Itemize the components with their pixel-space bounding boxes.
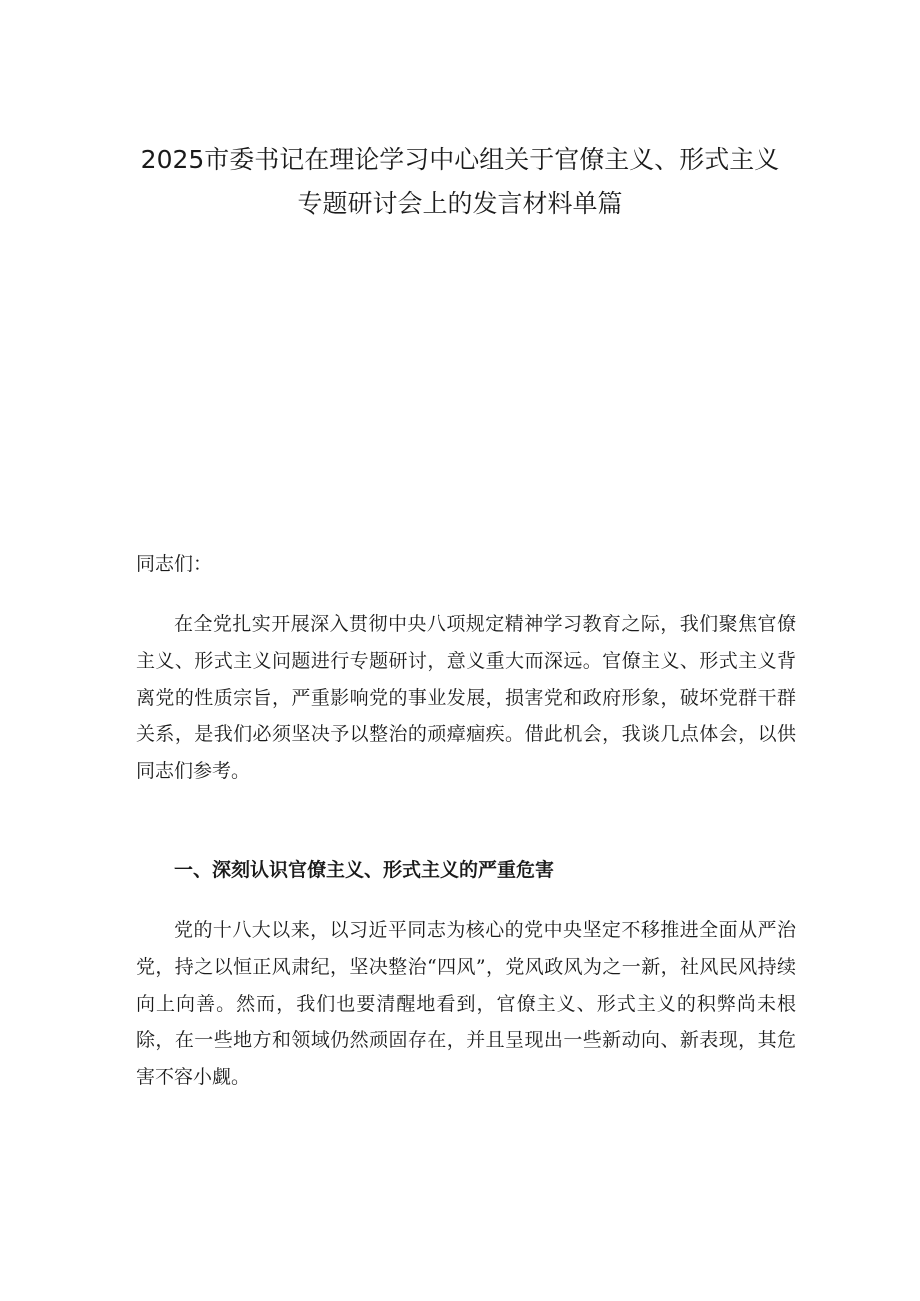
title-line-1: 2025市委书记在理论学习中心组关于官僚主义、形式主义 [140,145,780,174]
paragraph-section-1: 党的十八大以来，以习近平同志为核心的党中央坚定不移推进全面从严治党，持之以恒正风肃纪，坚决整治“四风”，党风政风为之一新，社风民风持续向上向善。然而，我们也要清醒地看到，官僚主义、形式主义的积弊尚未根除，在一些地方和领域仍然顽固存在，并且呈现出一些新动向、新表现，其危害不容小觑。 [136,919,796,1089]
document-title [100,138,820,226]
title-line-2: 专题研讨会上的发言材料单篇 [297,189,623,218]
salutation: 同志们： [136,553,213,575]
section-heading-1: 一、深刻认识官僚主义、形式主义的严重危害 [174,859,555,881]
paragraph-intro: 在全党扎实开展深入贯彻中央八项规定精神学习教育之际，我们聚焦官僚主义、形式主义问题进行专题研讨，意义重大而深远。官僚主义、形式主义背离党的性质宗旨，严重影响党的事业发展，损害党和政府形象，破坏党群干群关系，是我们必须坚决予以整治的顽瘴痼疾。借此机会，我谈几点体会，以供同志们参考。 [136,613,796,783]
